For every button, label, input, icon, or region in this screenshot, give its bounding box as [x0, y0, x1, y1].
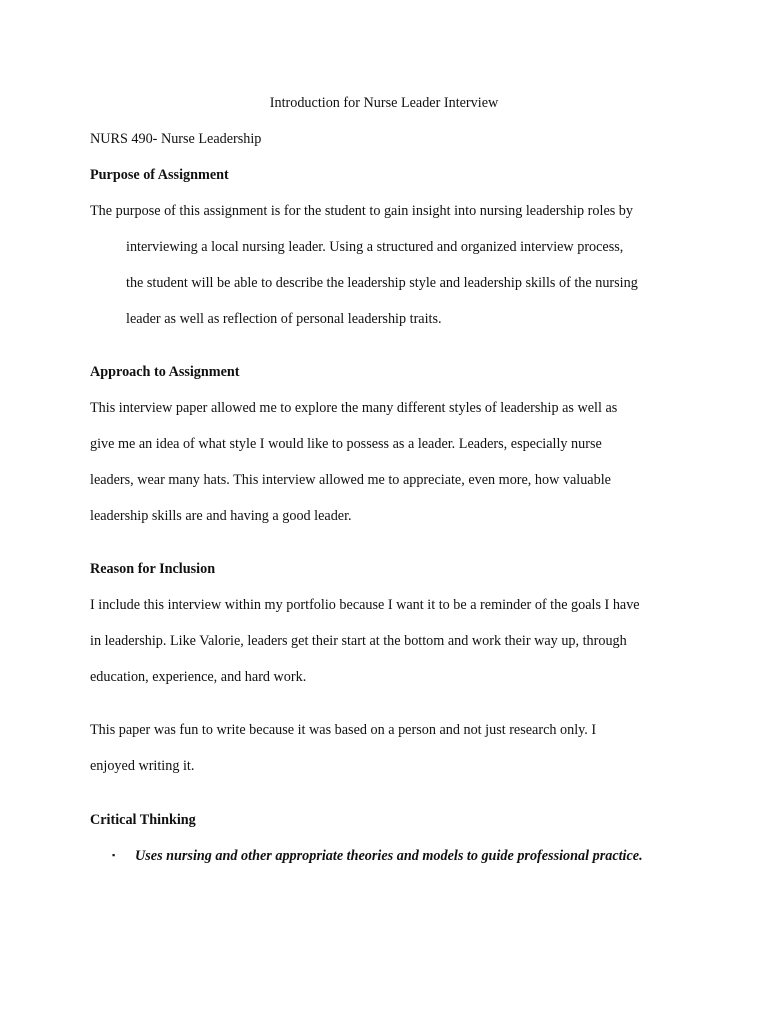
- bullet-item: [112, 846, 643, 865]
- document-title: Introduction for Nurse Leader Interview: [269, 95, 499, 111]
- purpose-line-4: leader as well as reflection of personal leadership traits.: [126, 311, 442, 327]
- bullet-item-text: Uses nursing and other appropriate theories and models to guide professional practice.: [135, 848, 643, 864]
- course-name: NURS 490- Nurse Leadership: [90, 131, 262, 147]
- square-bullet-icon: ▪: [112, 850, 116, 860]
- purpose-line-1: The purpose of this assignment is for the student to gain insight into nursing leadership roles by: [90, 203, 633, 219]
- section-heading-approach: Approach to Assignment: [90, 364, 240, 380]
- approach-line-3: leaders, wear many hats. This interview allowed me to appreciate, even more, how valuable: [90, 472, 611, 488]
- purpose-line-3: the student will be able to describe the leadership style and leadership skills of the nursing: [126, 275, 638, 291]
- approach-line-4: leadership skills are and having a good leader.: [90, 508, 352, 524]
- approach-line-1: This interview paper allowed me to explore the many different styles of leadership as well as: [90, 400, 618, 416]
- reason-line-2: in leadership. Like Valorie, leaders get their start at the bottom and work their way up, through: [90, 633, 627, 649]
- reason-line-5: enjoyed writing it.: [90, 758, 195, 774]
- reason-line-4: This paper was fun to write because it was based on a person and not just research only. I: [90, 722, 597, 738]
- section-heading-critical-thinking: Critical Thinking: [90, 812, 196, 828]
- section-heading-purpose: Purpose of Assignment: [90, 167, 229, 183]
- purpose-line-2: interviewing a local nursing leader. Using a structured and organized interview process,: [126, 239, 624, 255]
- approach-line-2: give me an idea of what style I would like to possess as a leader. Leaders, especially nurse: [90, 436, 602, 452]
- reason-line-1: I include this interview within my portfolio because I want it to be a reminder of the goals I have: [90, 597, 640, 613]
- section-heading-reason: Reason for Inclusion: [90, 561, 216, 577]
- reason-line-3: education, experience, and hard work.: [90, 669, 307, 685]
